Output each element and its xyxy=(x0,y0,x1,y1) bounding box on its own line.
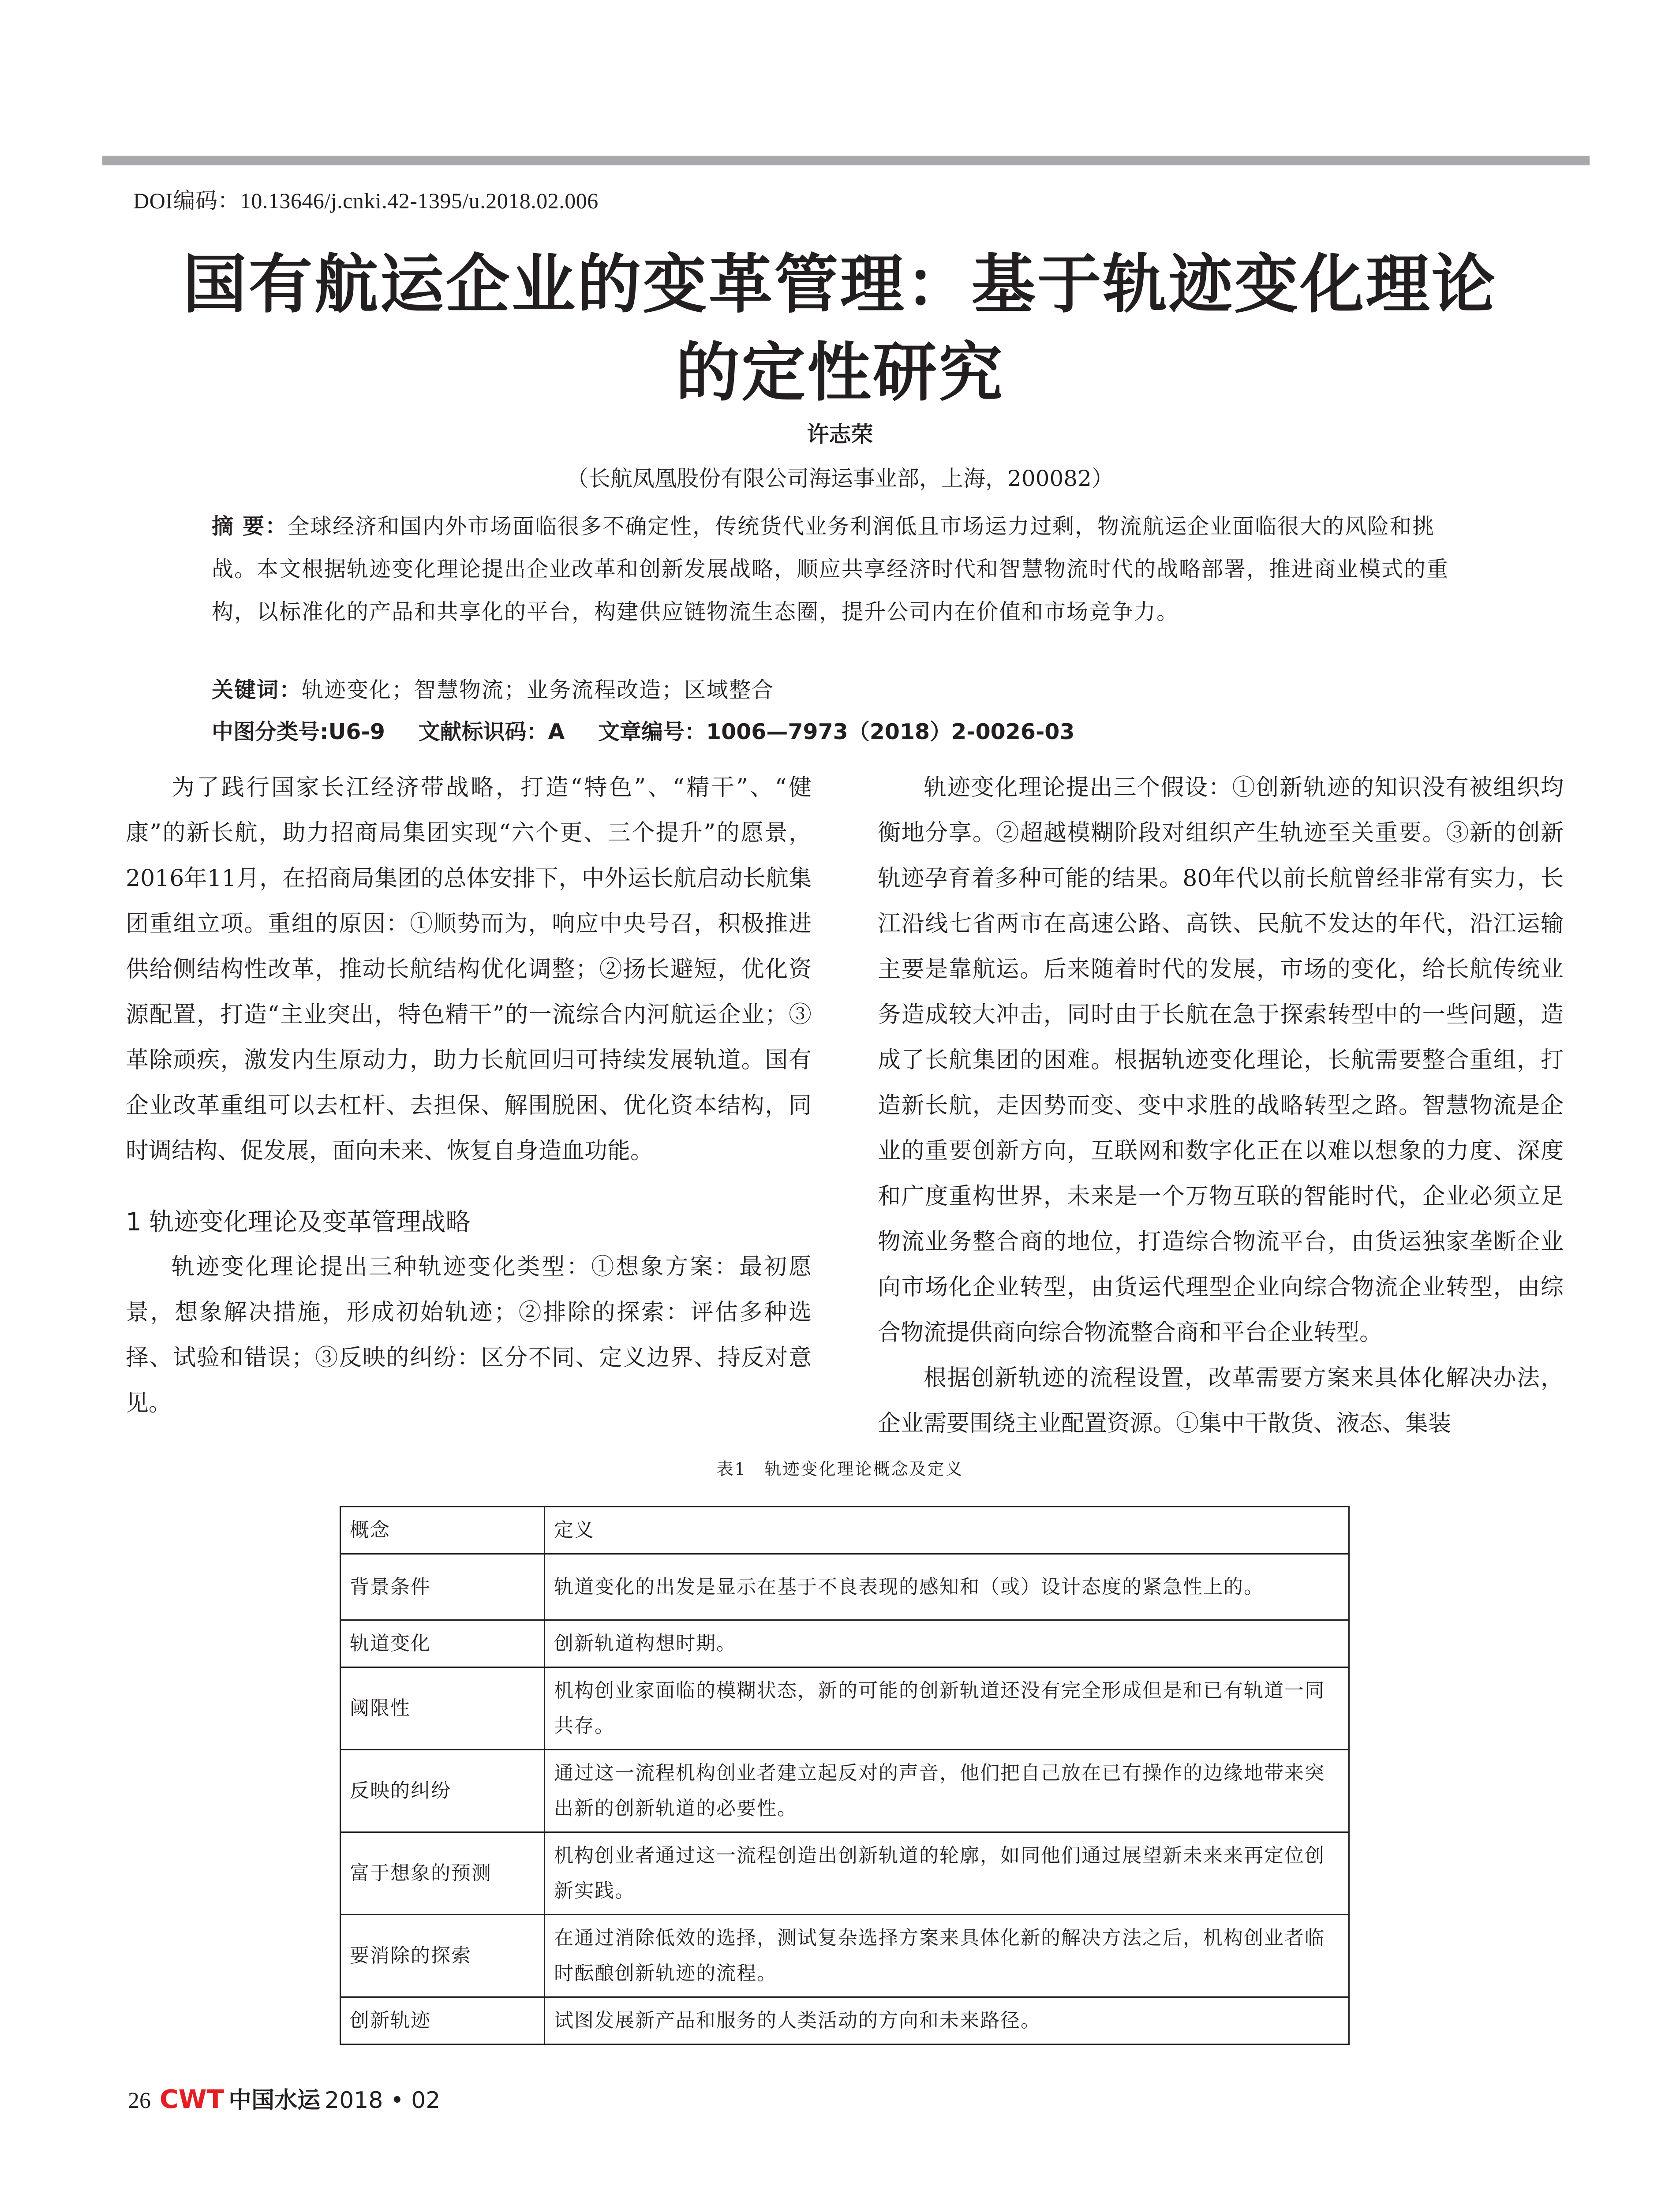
title-line-1: 国有航运企业的变革管理：基于轨迹变化理论 xyxy=(183,247,1497,322)
concepts-table xyxy=(340,1506,1350,2045)
abstract-label: 摘 要： xyxy=(212,514,288,539)
author-affiliation: （长航凤凰股份有限公司海运事业部，上海，200082） xyxy=(566,466,1114,491)
keywords-label: 关键词： xyxy=(212,677,302,703)
keywords-text: 轨迹变化；智慧物流；业务流程改造；区域整合 xyxy=(302,677,775,703)
body-paragraph: 为了践行国家长江经济带战略，打造“特色”、“精干”、“健康”的新长航，助力招商局集团实现“六个更、三个提升”的愿景，2016年11月，在招商局集团的总体安排下，中外运长航启动长航集团重组立项。重组的原因：①顺势而为，响应中央号召，积极推进供给侧结构性改革，推动长航结构优化调整；②扬长避短，优化资源配置，打造“主业突出，特色精干”的一流综合内河航运企业；③革除顽疾，激发内生原动力，助力长航回归可持续发展轨道。国有企业改革重组可以去杠杆、去担保、解围脱困、优化资本结构，同时调结构、促发展，面向未来、恢复自身造血功能。 xyxy=(126,774,812,1164)
journal-logo-text: CWT xyxy=(160,2084,224,2114)
section-heading: 1 轨迹变化理论及变革管理战略 xyxy=(126,1208,471,1237)
table-header-row xyxy=(340,1507,1349,1554)
author-name: 许志荣 xyxy=(807,422,873,447)
table-cell-concept: 背景条件 xyxy=(340,1554,545,1620)
table-cell-concept: 阈限性 xyxy=(340,1667,545,1750)
table-row xyxy=(340,1750,1349,1832)
table-header-cell: 概念 xyxy=(340,1507,545,1554)
table-cell-concept: 要消除的探索 xyxy=(340,1915,545,1997)
table-row xyxy=(340,1915,1349,1997)
page-footer xyxy=(128,2082,440,2115)
article-number: 文章编号：1006—7973（2018）2-0026-03 xyxy=(598,719,1075,744)
table-cell-concept: 富于想象的预测 xyxy=(340,1832,545,1915)
classification-line xyxy=(212,712,1101,752)
table-cell-definition: 机构创业家面临的模糊状态，新的可能的创新轨道还没有完全形成但是和已有轨道一同共存。 xyxy=(545,1667,1349,1750)
body-column-left xyxy=(126,765,812,1426)
table-row xyxy=(340,1667,1349,1750)
article-title xyxy=(102,240,1578,417)
page-number: 26 xyxy=(128,2088,151,2113)
table-cell-definition: 在通过消除低效的选择，测试复杂选择方案来具体化新的解决方法之后，机构创业者临时酝酿创新轨迹的流程。 xyxy=(545,1915,1349,1997)
table-row xyxy=(340,1554,1349,1620)
table-row xyxy=(340,1997,1349,2044)
keywords xyxy=(212,670,1451,710)
table-header-cell: 定义 xyxy=(545,1507,1349,1554)
body-paragraph: 轨迹变化理论提出三种轨迹变化类型：①想象方案：最初愿景，想象解决措施，形成初始轨迹；②排除的探索：评估多种选择、试验和错误；③反映的纠纷：区分不同、定义边界、持反对意见。 xyxy=(126,1254,812,1416)
table-caption: 表1 轨迹变化理论概念及定义 xyxy=(716,1459,964,1479)
abstract-text: 全球经济和国内外市场面临很多不确定性，传统货代业务利润低且市场运力过剩，物流航运企业面临很大的风险和挑战。本文根据轨迹变化理论提出企业改革和创新发展战略，顺应共享经济时代和智慧物流时代的战略部署，推进商业模式的重构，以标准化的产品和共享化的平台，构建供应链物流生态圈，提升公司内在价值和市场竞争力。 xyxy=(212,514,1449,624)
body-paragraph: 轨迹变化理论提出三个假设：①创新轨迹的知识没有被组织均衡地分享。②超越模糊阶段对组织产生轨迹至关重要。③新的创新轨迹孕育着多种可能的结果。80年代以前长航曾经非常有实力，长江沿线七省两市在高速公路、高铁、民航不发达的年代，沿江运输主要是靠航运。后来随着时代的发展，市场的变化，给长航传统业务造成较大冲击，同时由于长航在急于探索转型中的一些问题，造成了长航集团的困难。根据轨迹变化理论，长航需要整合重组，打造新长航，走因势而变、变中求胜的战略转型之路。智慧物流是企业的重要创新方向，互联网和数字化正在以难以想象的力度、深度和广度重构世界，未来是一个万物互联的智能时代，企业必须立足物流业务整合商的地位，打造综合物流平台，由货运独家垄断企业向市场化企业转型，由货运代理型企业向综合物流企业转型，由综合物流提供商向综合物流整合商和平台企业转型。 xyxy=(878,774,1564,1346)
journal-issue: 2018 • 02 xyxy=(325,2087,441,2114)
body-paragraph: 根据创新轨迹的流程设置，改革需要方案来具体化解决办法，企业需要围绕主业配置资源。①集中干散货、液态、集装 xyxy=(878,1365,1564,1437)
table-cell-concept: 创新轨迹 xyxy=(340,1997,545,2044)
clc-number: 中图分类号:U6-9 xyxy=(212,719,385,744)
table-row xyxy=(340,1620,1349,1667)
journal-name: 中国水运 xyxy=(228,2087,321,2114)
table-cell-definition: 通过这一流程机构创业者建立起反对的声音，他们把自己放在已有操作的边缘地带来突出新的创新轨道的必要性。 xyxy=(545,1750,1349,1832)
table-cell-definition: 机构创业者通过这一流程创造出创新轨道的轮廓，如同他们通过展望新未来来再定位创新实践。 xyxy=(545,1832,1349,1915)
table-cell-definition: 创新轨道构想时期。 xyxy=(545,1620,1349,1667)
table-cell-definition: 试图发展新产品和服务的人类活动的方向和未来路径。 xyxy=(545,1997,1349,2044)
table-cell-concept: 反映的纠纷 xyxy=(340,1750,545,1832)
table-row xyxy=(340,1832,1349,1915)
abstract xyxy=(212,505,1451,633)
document-code: 文献标识码：A xyxy=(418,719,565,744)
table-cell-concept: 轨道变化 xyxy=(340,1620,545,1667)
table-cell-definition: 轨道变化的出发是显示在基于不良表现的感知和（或）设计态度的紧急性上的。 xyxy=(545,1554,1349,1620)
body-column-right xyxy=(878,765,1564,1446)
header-rule xyxy=(102,156,1590,165)
doi-line: DOI编码：10.13646/j.cnki.42-1395/u.2018.02.006 xyxy=(133,188,599,213)
title-line-2: 的定性研究 xyxy=(676,335,1004,410)
